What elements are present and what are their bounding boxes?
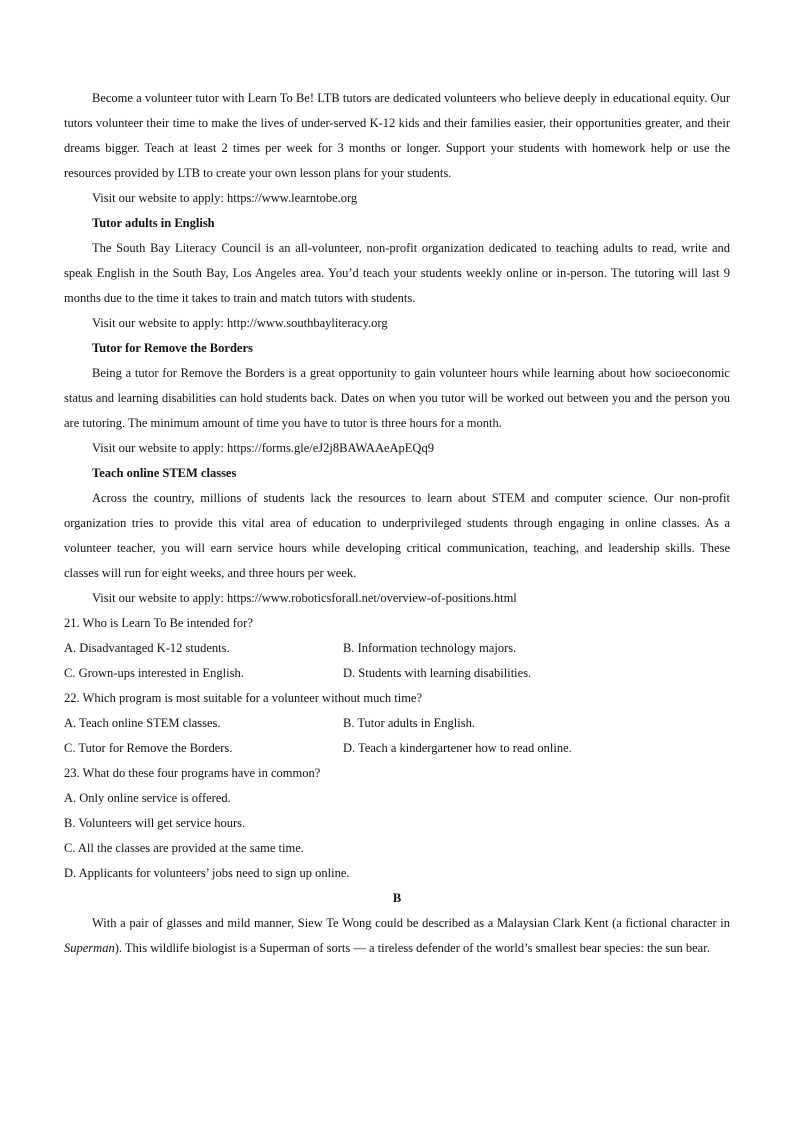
- section-b-text-start: With a pair of glasses and mild manner, Siew Te Wong could be described as a Malaysian Clark Kent (a fictional character in: [92, 916, 730, 930]
- section-b-label: B: [392, 891, 402, 905]
- document-page: [64, 86, 730, 961]
- q22-options-row-1: [64, 711, 730, 736]
- q23-option-d: D. Applicants for volunteers’ jobs need to sign up online.: [64, 866, 350, 880]
- question-23: 23. What do these four programs have in common?: [64, 766, 321, 780]
- q21-option-b: B. Information technology majors.: [343, 641, 517, 655]
- question-21: 21. Who is Learn To Be intended for?: [64, 616, 253, 630]
- q21-option-a: A. Disadvantaged K-12 students.: [64, 641, 230, 655]
- ltb-link: Visit our website to apply: https://www.learntobe.org: [92, 191, 358, 205]
- q21-options-row-1: [64, 636, 730, 661]
- borders-link: Visit our website to apply: https://forms.gle/eJ2j8BAWAAeApEQq9: [92, 441, 434, 455]
- section-b-paragraph: [64, 911, 730, 961]
- q23-option-b: B. Volunteers will get service hours.: [64, 816, 246, 830]
- stem-heading: Teach online STEM classes: [92, 466, 237, 480]
- stem-paragraph: Across the country, millions of students lack the resources to learn about STEM and computer science. Our non-profit organization tries to provide this vital area of education to underprivileged students through engaging in online classes. As a volunteer teacher, you will earn service hours while developing critical communication, teaching, and leadership skills. These classes will run for eight weeks, and three hours per week.: [64, 491, 730, 580]
- q21-options-row-2: [64, 661, 730, 686]
- q22-options-row-2: [64, 736, 730, 761]
- adults-link: Visit our website to apply: http://www.southbayliteracy.org: [92, 316, 388, 330]
- section-b-text-end: ). This wildlife biologist is a Superman of sorts — a tireless defender of the world’s smallest bear species: the sun bear.: [114, 941, 710, 955]
- borders-paragraph: Being a tutor for Remove the Borders is a great opportunity to gain volunteer hours while learning about how socioeconomic status and learning disabilities can hold students back. Dates on when you tutor will be worked out between you and the person you are tutoring. The minimum amount of time you have to tutor is three hours for a month.: [64, 366, 730, 430]
- stem-link: Visit our website to apply: https://www.roboticsforall.net/overview-of-positions.html: [92, 591, 517, 605]
- adults-paragraph: The South Bay Literacy Council is an all-volunteer, non-profit organization dedicated to teaching adults to read, write and speak English in the South Bay, Los Angeles area. You’d teach your students weekly online or in-person. The tutoring will last 9 months due to the time it takes to train and match tutors with students.: [64, 241, 730, 305]
- question-22: 22. Which program is most suitable for a volunteer without much time?: [64, 691, 423, 705]
- q23-option-a: A. Only online service is offered.: [64, 791, 231, 805]
- q22-option-a: A. Teach online STEM classes.: [64, 716, 221, 730]
- q22-option-d: D. Teach a kindergartener how to read online.: [343, 741, 572, 755]
- ltb-paragraph: Become a volunteer tutor with Learn To Be! LTB tutors are dedicated volunteers who believe deeply in educational equity. Our tutors volunteer their time to make the lives of under-served K-12 kids and their families easier, their opportunities greater, and their dreams bigger. Teach at least 2 times per week for 3 months or longer. Support your students with homework help or use the resources provided by LTB to create your own lesson plans for your students.: [64, 91, 730, 180]
- q23-option-c: C. All the classes are provided at the same time.: [64, 841, 304, 855]
- q21-option-c: C. Grown-ups interested in English.: [64, 666, 244, 680]
- borders-heading: Tutor for Remove the Borders: [92, 341, 253, 355]
- q22-option-c: C. Tutor for Remove the Borders.: [64, 741, 233, 755]
- q21-option-d: D. Students with learning disabilities.: [343, 666, 532, 680]
- adults-heading: Tutor adults in English: [92, 216, 215, 230]
- q22-option-b: B. Tutor adults in English.: [343, 716, 475, 730]
- section-b-italic-title: Superman: [64, 941, 115, 955]
